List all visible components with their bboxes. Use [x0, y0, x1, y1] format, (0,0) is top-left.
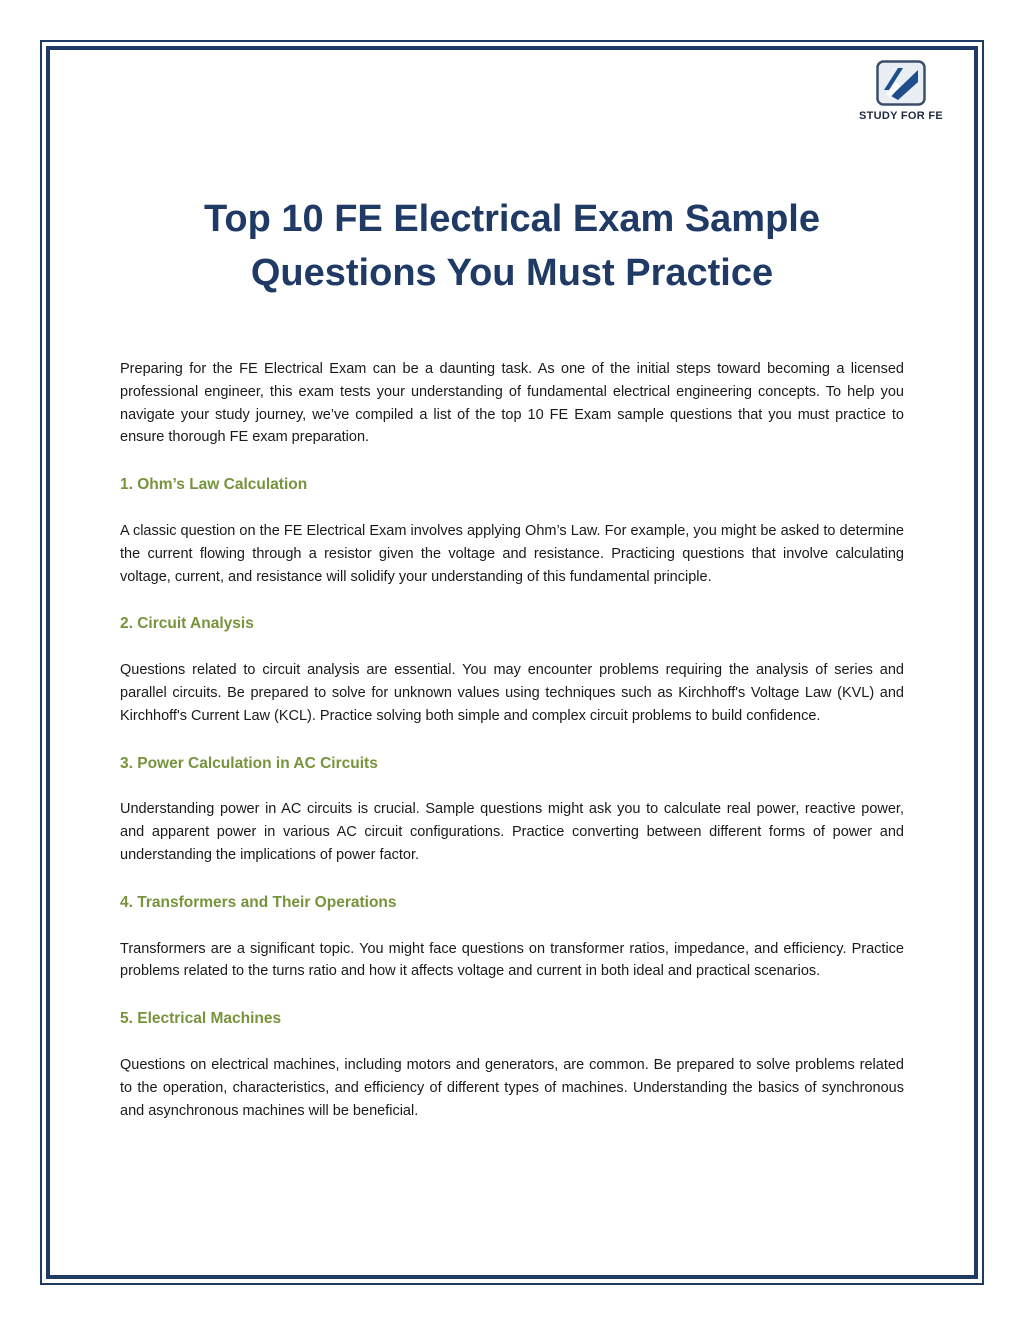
logo-text: STUDY FOR FE: [858, 110, 944, 122]
section-heading-3: 3. Power Calculation in AC Circuits: [120, 754, 378, 772]
section-heading-4: 4. Transformers and Their Operations: [120, 893, 397, 911]
page-title-line-2: Questions You Must Practice: [250, 252, 774, 294]
section-body-2: Questions related to circuit analysis are essential. You may encounter problems requiring the analysis of series and parallel circuits. Be prepared to solve for unknown values using techniques such as Kirchhoff's Voltage Law (KVL) and Kirchhoff's Current Law (KCL). Practice solving both simple and complex circuit problems to build confidence.: [120, 662, 904, 724]
section-heading-2: 2. Circuit Analysis: [120, 615, 254, 633]
section-body-5: Questions on electrical machines, including motors and generators, are common. Be prepared to solve problems related to the operation, characteristics, and efficiency of different types of machines. Understanding the basics of synchronous and asynchronous machines will be beneficial.: [120, 1056, 904, 1119]
article-body: [120, 358, 904, 1122]
section-body-1: A classic question on the FE Electrical Exam involves applying Ohm’s Law. For example, you might be asked to determine the current flowing through a resistor given the voltage and resistance. Practicing questions that involve calculating voltage, current, and resistance will solidify your understanding of this fundamental principle.: [120, 522, 904, 585]
intro-paragraph: Preparing for the FE Electrical Exam can be a daunting task. As one of the initial steps toward becoming a licensed professional engineer, this exam tests your understanding of fundamental electrical engineering concepts. To help you navigate your study journey, we’ve compiled a list of the top 10 FE Exam sample questions that you must practice to ensure thorough FE exam preparation.: [120, 361, 904, 446]
page-title: [120, 192, 904, 300]
section-body-3: Understanding power in AC circuits is crucial. Sample questions might ask you to calculate real power, reactive power, and apparent power in various AC circuit configurations. Practice converting between different forms of power and understanding the implications of power factor.: [120, 801, 904, 863]
section-heading-5: 5. Electrical Machines: [120, 1010, 282, 1028]
study-for-fe-logo: [846, 60, 956, 126]
study-for-fe-logo-icon: [876, 60, 926, 106]
page-title-line-1: Top 10 FE Electrical Exam Sample: [204, 198, 820, 240]
section-heading-1: 1. Ohm’s Law Calculation: [120, 476, 308, 494]
section-body-4: Transformers are a significant topic. You might face questions on transformer ratios, impedance, and efficiency. Practice problems related to the turns ratio and how it affects voltage and current in both ideal and practical scenarios.: [120, 940, 904, 980]
